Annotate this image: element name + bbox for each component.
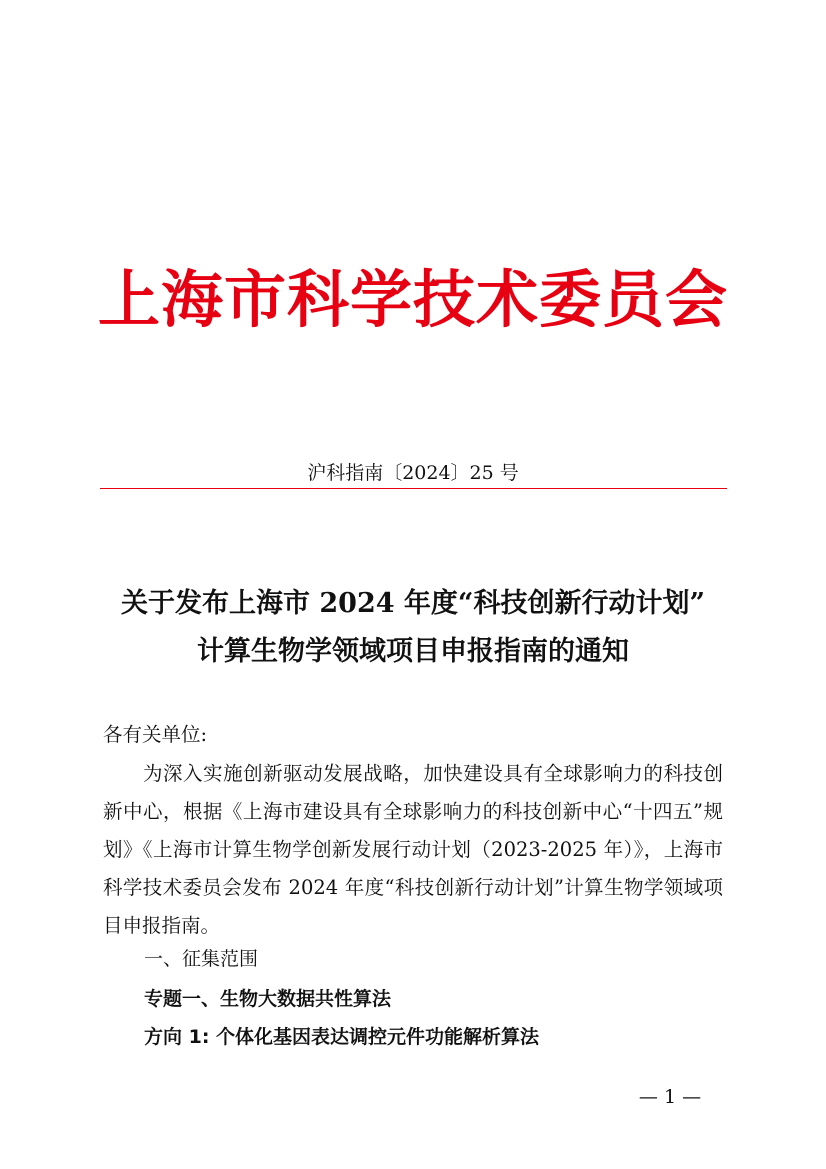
body-paragraph: 为深入实施创新驱动发展战略，加快建设具有全球影响力的科技创新中心，根据《上海市建设具有全球影响力的科技创新中心“十四五”规划》《上海市计算生物学创新发展行动计划（2023-2025 年）》，上海市科学技术委员会发布 2024 年度“科技创新行动计划”计算生物学领域项目申报指南。 <box>103 762 723 937</box>
notice-title-line-1: 关于发布上海市 2024 年度“科技创新行动计划” <box>120 588 705 619</box>
agency-title: 上海市科学技术委员会 <box>97 263 728 336</box>
page-number: — 1 — <box>638 1086 702 1108</box>
document-number: 沪科指南〔2024〕25 号 <box>307 462 519 484</box>
topic-heading: 专题一、生物大数据共性算法 <box>144 988 392 1010</box>
section-heading: 一、征集范围 <box>144 948 259 970</box>
red-divider-line <box>100 488 727 489</box>
notice-title-line-2: 计算生物学领域项目申报指南的通知 <box>197 636 629 667</box>
direction-heading: 方向 1: 个体化基因表达调控元件功能解析算法 <box>144 1026 540 1048</box>
salutation: 各有关单位: <box>103 723 208 746</box>
